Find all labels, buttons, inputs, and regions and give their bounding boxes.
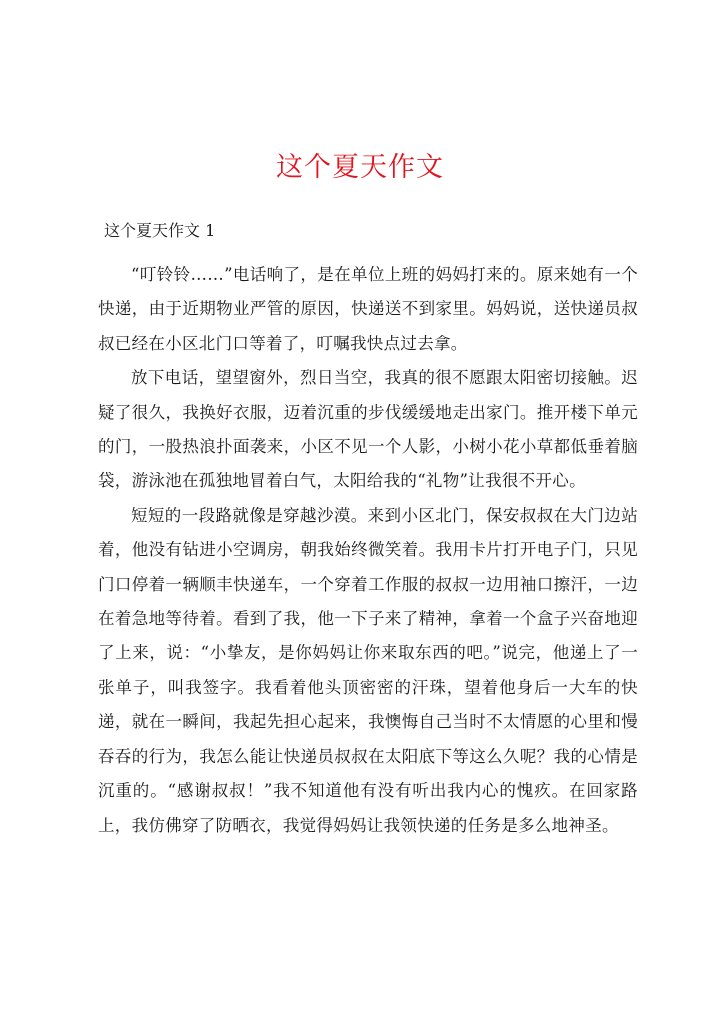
paragraph-1: “叮铃铃……”电话响了，是在单位上班的妈妈打来的。原来她有一个快递，由于近期物业严管的原因，快递送不到家里。妈妈说，送快递员叔叔已经在小区北门口等着了，叮嘱我快点过去拿。: [98, 265, 638, 353]
section-heading: 这个夏天作文 1: [104, 221, 216, 240]
paragraph-3: 短短的一段路就像是穿越沙漠。来到小区北门，保安叔叔在大门边站着，他没有钻进小空调房，朝我始终微笑着。我用卡片打开电子门，只见门口停着一辆顺丰快递车，一个穿着工作服的叔叔一边用袖口擦汗，一边在着急地等待着。看到了我，他一下子来了精神，拿着一个盒子兴奋地迎了上来，说：“小挚友，是你妈妈让你来取东西的吧。”说完，他递上了一张单子，叫我签字。我看着他头顶密密的汗珠，望着他身后一大车的快递，就在一瞬间，我起先担心起来，我懊悔自己当时不太情愿的心里和慢吞吞的行为，我怎么能让快递员叔叔在太阳底下等这么久呢？我的心情是沉重的。“感谢叔叔！”我不知道他有没有听出我内心的愧疚。在回家路上，我仿佛穿了防晒衣，我觉得妈妈让我领快递的任务是多么地神圣。: [98, 505, 638, 835]
paragraph-2: 放下电话，望望窗外，烈日当空，我真的很不愿跟太阳密切接触。迟疑了很久，我换好衣服，迈着沉重的步伐缓缓地走出家门。推开楼下单元的门，一股热浪扑面袭来，小区不见一个人影，小树小花小草都低垂着脑袋，游泳池在孤独地冒着白气，太阳给我的“礼物”让我很不开心。: [98, 368, 638, 491]
essay-body: [98, 258, 638, 843]
document-title: 这个夏天作文: [276, 152, 444, 183]
